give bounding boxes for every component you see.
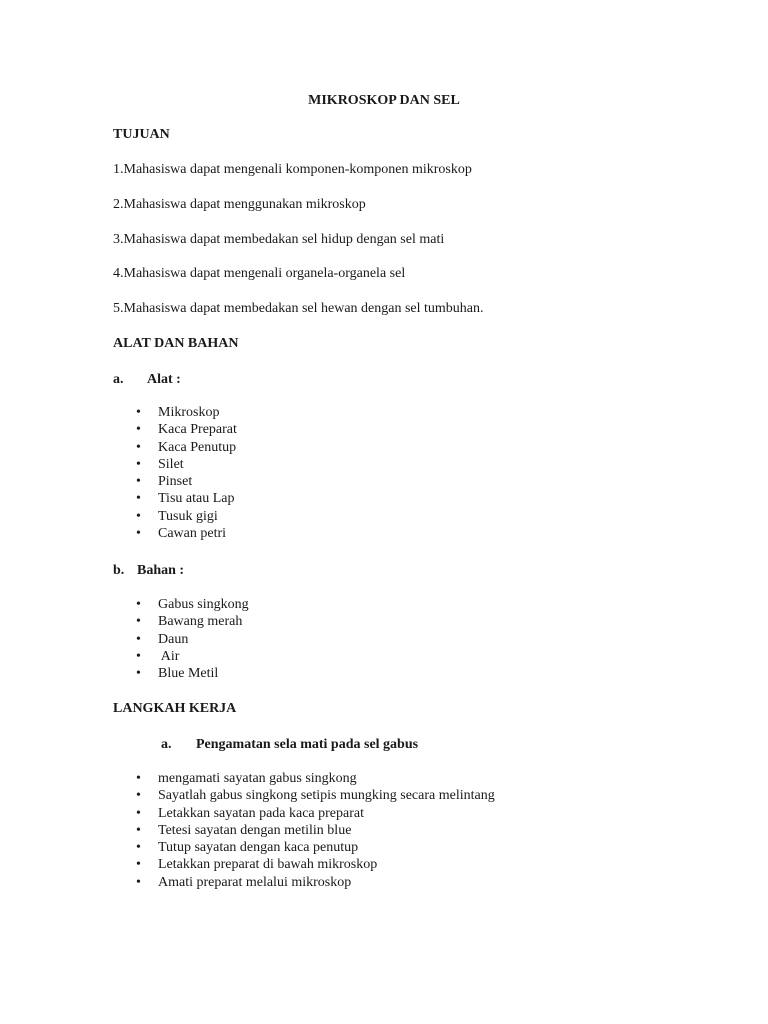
- bullet-icon: •: [136, 405, 141, 420]
- bullet-icon: •: [136, 526, 141, 542]
- tujuan-heading: TUJUAN: [113, 127, 170, 142]
- langkah-a-marker: a.: [161, 737, 172, 752]
- tujuan-item-4: 4.Mahasiswa dapat mengenali organela-organela sel: [113, 266, 406, 281]
- bullet-icon: •: [136, 857, 141, 873]
- alat-marker: a.: [113, 372, 124, 387]
- tujuan-item-2: 2.Mahasiswa dapat menggunakan mikroskop: [113, 197, 366, 212]
- bahan-label: Bahan :: [137, 563, 185, 578]
- tujuan-item-1: 1.Mahasiswa dapat mengenali komponen-komponen mikroskop: [113, 162, 472, 177]
- bullet-icon: •: [136, 648, 141, 664]
- bullet-icon: •: [136, 474, 141, 490]
- bullet-icon: •: [136, 491, 141, 507]
- alat-bahan-heading: ALAT DAN BAHAN: [113, 336, 239, 351]
- alat-label: Alat :: [147, 372, 181, 387]
- bahan-marker: b.: [113, 563, 125, 578]
- bullet-icon: •: [136, 422, 141, 438]
- bullet-icon: •: [136, 771, 141, 786]
- langkah-kerja-heading: LANGKAH KERJA: [113, 701, 237, 716]
- tujuan-item-5: 5.Mahasiswa dapat membedakan sel hewan dengan sel tumbuhan.: [113, 301, 484, 316]
- bullet-icon: •: [136, 805, 141, 821]
- document-page: MIKROSKOP DAN SEL TUJUAN 1.Mahasiswa dapat mengenali komponen-komponen mikroskop 2.Mahasiswa dapat menggunakan mikroskop 3.Mahasiswa dapat membedakan sel hidup dengan sel mati 4.Mahasiswa dapat mengenali organela-organela sel 5.Mahasiswa dapat membedakan sel hewan dengan sel tumbuhan. ALAT DAN BAHAN a. Alat : • Mikroskop • Kaca Preparat • Kaca Penutup • Silet • Pinset • Tisu atau Lap • Tusuk gigi • Cawan petri b. Bahan : • Gabus singkong • Bawang merah • Daun • Air • Blue Metil LANGKAH KERJA a. Pengamatan sela mati pada sel gabus • mengamati sayatan gabus singkong • Sayatlah gabus singkong setipis mungking secara melintang • Letakkan sayatan pada kaca preparat • Tetesi sayatan dengan metilin blue • Tutup sayatan dengan kaca penutup • Letakkan preparat di bawah mikroskop • Amati preparat melalui mikroskop: [0, 0, 768, 1024]
- langkah-a-label: Pengamatan sela mati pada sel gabus: [196, 737, 419, 752]
- bullet-icon: •: [136, 508, 141, 524]
- document-title: MIKROSKOP DAN SEL: [308, 93, 460, 108]
- tujuan-item-3: 3.Mahasiswa dapat membedakan sel hidup dengan sel mati: [113, 232, 445, 247]
- bullet-icon: •: [136, 666, 141, 682]
- bullet-icon: •: [136, 822, 141, 838]
- bullet-icon: •: [136, 788, 141, 804]
- bullet-icon: •: [136, 614, 141, 630]
- bullet-icon: •: [136, 439, 141, 455]
- bullet-icon: •: [136, 597, 141, 612]
- bullet-icon: •: [136, 456, 141, 472]
- bullet-icon: •: [136, 840, 141, 856]
- bullet-icon: •: [136, 874, 141, 890]
- bullet-icon: •: [136, 631, 141, 647]
